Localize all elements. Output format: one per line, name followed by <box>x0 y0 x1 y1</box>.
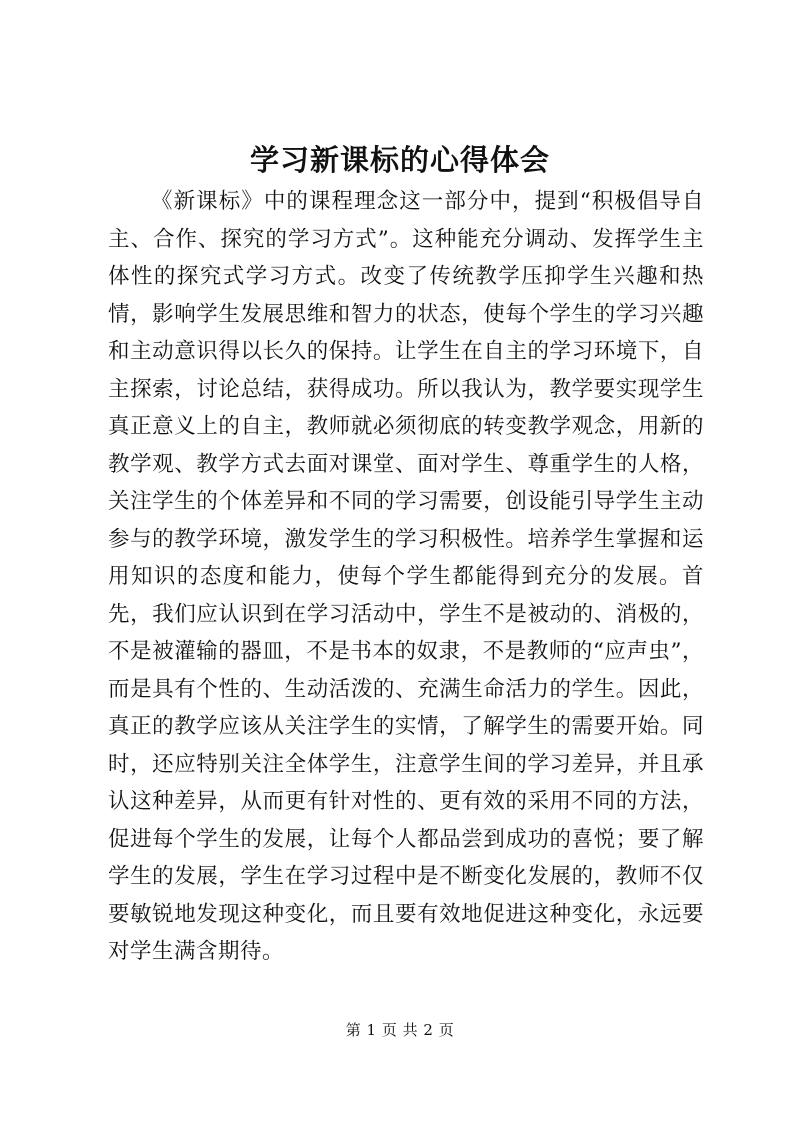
body-paragraph: 《新课标》中的课程理念这一部分中，提到“积极倡导自主、合作、探究的学习方式”。这种能充分调动、发挥学生主体性的探究式学习方式。改变了传统教学压抑学生兴趣和热情，影响学生发展思维和智力的状态，使每个学生的学习兴趣和主动意识得以长久的保持。让学生在自主的学习环境下，自主探索，讨论总结，获得成功。所以我认为，教学要实现学生真正意义上的自主，教师就必须彻底的转变教学观念，用新的教学观、教学方式去面对课堂、面对学生、尊重学生的人格，关注学生的个体差异和不同的学习需要，创设能引导学生主动参与的教学环境，激发学生的学习积极性。培养学生掌握和运用知识的态度和能力，使每个学生都能得到充分的发展。首先，我们应认识到在学习活动中，学生不是被动的、消极的，不是被灌输的器皿，不是书本的奴隶，不是教师的“应声虫”，而是具有个性的、生动活泼的、充满生命活力的学生。因此，真正的教学应该从关注学生的实情，了解学生的需要开始。同时，还应特别关注全体学生，注意学生间的学习差异，并且承认这种差异，从而更有针对性的、更有效的采用不同的方法，促进每个学生的发展，让每个人都品尝到成功的喜悦；要了解学生的发展，学生在学习过程中是不断变化发展的，教师不仅要敏锐地发现这种变化，而且要有效地促进这种变化，永远要对学生满含期待。 <box>108 189 704 964</box>
page-footer: 第 1 页 共 2 页 <box>345 1021 455 1039</box>
document-title: 学习新课标的心得体会 <box>249 143 550 177</box>
